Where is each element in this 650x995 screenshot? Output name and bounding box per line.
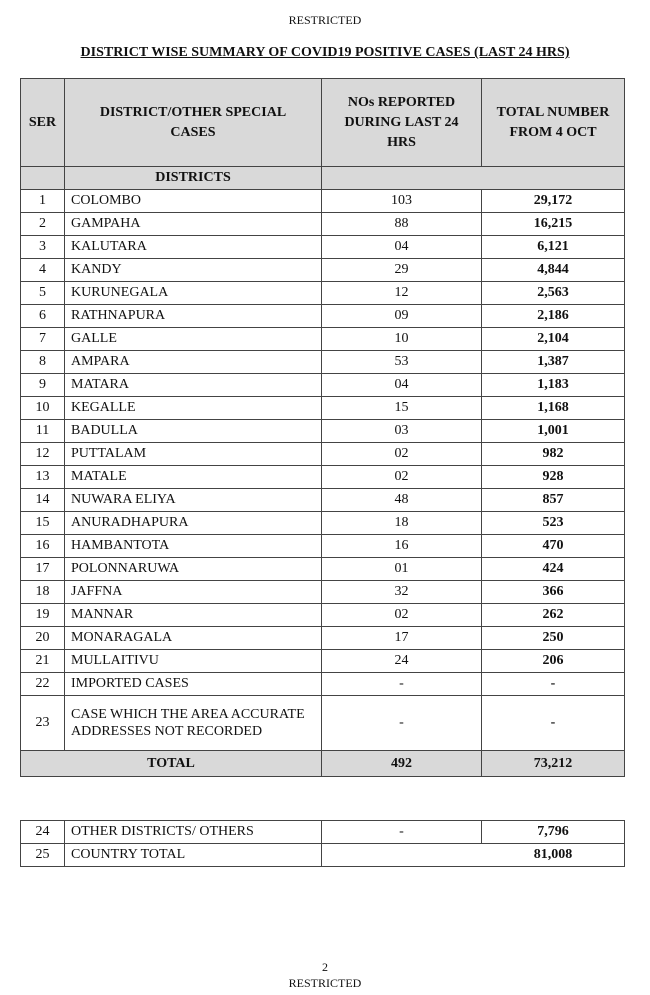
row-ser: 3: [21, 236, 65, 259]
section-ser-empty: [21, 167, 65, 190]
table-row: [21, 213, 625, 236]
row-name: BADULLA: [65, 420, 322, 443]
row-ser: 22: [21, 673, 65, 696]
row-total: 7,796: [482, 821, 625, 844]
page-title: DISTRICT WISE SUMMARY OF COVID19 POSITIVE CASES (LAST 24 HRS): [80, 45, 570, 60]
row-total: 250: [482, 627, 625, 650]
total-row: [21, 751, 625, 777]
table-row: [21, 259, 625, 282]
row-total: 6,121: [482, 236, 625, 259]
row-name: HAMBANTOTA: [65, 535, 322, 558]
district-summary-table: [20, 78, 625, 777]
row-reported: -: [322, 821, 482, 844]
row-name: KEGALLE: [65, 397, 322, 420]
row-total: 206: [482, 650, 625, 673]
table-row: [21, 512, 625, 535]
row-reported: 18: [322, 512, 482, 535]
row-ser: 19: [21, 604, 65, 627]
row-ser: 8: [21, 351, 65, 374]
row-reported: 29: [322, 259, 482, 282]
row-name: COUNTRY TOTAL: [65, 844, 322, 867]
row-total: 523: [482, 512, 625, 535]
section-label: DISTRICTS: [65, 167, 322, 190]
row-ser: 18: [21, 581, 65, 604]
row-total: 366: [482, 581, 625, 604]
row-total: 1,387: [482, 351, 625, 374]
row-reported: 103: [322, 190, 482, 213]
table-row: [21, 673, 625, 696]
table-row: [21, 558, 625, 581]
row-ser: 13: [21, 466, 65, 489]
row-ser: 20: [21, 627, 65, 650]
row-ser: 25: [21, 844, 65, 867]
row-name: POLONNARUWA: [65, 558, 322, 581]
row-ser: 10: [21, 397, 65, 420]
table-row: [21, 282, 625, 305]
row-name: MATALE: [65, 466, 322, 489]
extra-summary-table: [20, 820, 625, 867]
row-total: 1,183: [482, 374, 625, 397]
total-cumulative: 73,212: [482, 751, 625, 777]
row-total: 982: [482, 443, 625, 466]
classification-top: RESTRICTED: [288, 13, 362, 27]
table-row: [21, 535, 625, 558]
row-total: 2,563: [482, 282, 625, 305]
row-total: 2,104: [482, 328, 625, 351]
row-ser: 7: [21, 328, 65, 351]
row-ser: 17: [21, 558, 65, 581]
classification-bottom: RESTRICTED: [288, 976, 362, 990]
row-ser: 1: [21, 190, 65, 213]
col-header-reported: NOs REPORTED DURING LAST 24 HRS: [322, 79, 482, 167]
row-total: 1,168: [482, 397, 625, 420]
row-name: OTHER DISTRICTS/ OTHERS: [65, 821, 322, 844]
row-total: 2,186: [482, 305, 625, 328]
row-total: 857: [482, 489, 625, 512]
row-reported: 04: [322, 236, 482, 259]
row-total: 262: [482, 604, 625, 627]
total-label: TOTAL: [21, 751, 322, 777]
total-reported: 492: [322, 751, 482, 777]
row-reported: 88: [322, 213, 482, 236]
row-name: MULLAITIVU: [65, 650, 322, 673]
table-row: [21, 443, 625, 466]
row-total: -: [482, 673, 625, 696]
country-total-value: 81,008: [322, 844, 625, 867]
section-row-districts: [21, 167, 625, 190]
row-total: 29,172: [482, 190, 625, 213]
row-ser: 9: [21, 374, 65, 397]
table-row: [21, 236, 625, 259]
row-name: KURUNEGALA: [65, 282, 322, 305]
row-ser: 11: [21, 420, 65, 443]
table-row: [21, 489, 625, 512]
table-row: [21, 821, 625, 844]
table-row: [21, 627, 625, 650]
row-reported: 53: [322, 351, 482, 374]
row-name: KALUTARA: [65, 236, 322, 259]
row-reported: 02: [322, 604, 482, 627]
table-row: [21, 581, 625, 604]
row-ser: 4: [21, 259, 65, 282]
row-reported: 02: [322, 443, 482, 466]
row-total: 424: [482, 558, 625, 581]
row-total: 16,215: [482, 213, 625, 236]
row-reported: 04: [322, 374, 482, 397]
row-total: 4,844: [482, 259, 625, 282]
row-ser: 2: [21, 213, 65, 236]
table-row: [21, 328, 625, 351]
row-total: -: [482, 696, 625, 751]
row-reported: 12: [322, 282, 482, 305]
row-reported: -: [322, 696, 482, 751]
row-name: AMPARA: [65, 351, 322, 374]
table-row: [21, 420, 625, 443]
page-number: 2: [322, 960, 328, 974]
row-ser: 6: [21, 305, 65, 328]
row-name: MATARA: [65, 374, 322, 397]
row-name: KANDY: [65, 259, 322, 282]
row-name: MANNAR: [65, 604, 322, 627]
row-ser: 12: [21, 443, 65, 466]
row-name: IMPORTED CASES: [65, 673, 322, 696]
row-ser: 5: [21, 282, 65, 305]
row-name: PUTTALAM: [65, 443, 322, 466]
row-reported: 32: [322, 581, 482, 604]
row-total: 470: [482, 535, 625, 558]
row-ser: 15: [21, 512, 65, 535]
table-header-row: [21, 79, 625, 167]
row-reported: -: [322, 673, 482, 696]
col-header-district: DISTRICT/OTHER SPECIAL CASES: [65, 79, 322, 167]
row-name: CASE WHICH THE AREA ACCURATE ADDRESSES NOT RECORDED: [65, 696, 322, 751]
row-name: COLOMBO: [65, 190, 322, 213]
table-row: [21, 305, 625, 328]
row-reported: 01: [322, 558, 482, 581]
table-row-country-total: [21, 844, 625, 867]
row-reported: 48: [322, 489, 482, 512]
row-ser: 23: [21, 696, 65, 751]
row-reported: 24: [322, 650, 482, 673]
row-ser: 16: [21, 535, 65, 558]
row-reported: 16: [322, 535, 482, 558]
col-header-ser: SER: [21, 79, 65, 167]
row-total: 1,001: [482, 420, 625, 443]
table-row: [21, 466, 625, 489]
table-row: [21, 604, 625, 627]
row-ser: 21: [21, 650, 65, 673]
row-reported: 09: [322, 305, 482, 328]
row-name: NUWARA ELIYA: [65, 489, 322, 512]
table-row: [21, 190, 625, 213]
row-name: ANURADHAPURA: [65, 512, 322, 535]
row-name: MONARAGALA: [65, 627, 322, 650]
row-name: GAMPAHA: [65, 213, 322, 236]
table-row: [21, 650, 625, 673]
table-row: [21, 374, 625, 397]
table-row: [21, 397, 625, 420]
row-reported: 15: [322, 397, 482, 420]
row-ser: 24: [21, 821, 65, 844]
row-name: GALLE: [65, 328, 322, 351]
row-ser: 14: [21, 489, 65, 512]
table-row: [21, 696, 625, 751]
row-reported: 17: [322, 627, 482, 650]
table-row: [21, 351, 625, 374]
section-empty: [322, 167, 625, 190]
row-total: 928: [482, 466, 625, 489]
row-name: RATHNAPURA: [65, 305, 322, 328]
col-header-total: TOTAL NUMBER FROM 4 OCT: [482, 79, 625, 167]
row-reported: 10: [322, 328, 482, 351]
row-reported: 03: [322, 420, 482, 443]
row-name: JAFFNA: [65, 581, 322, 604]
row-reported: 02: [322, 466, 482, 489]
